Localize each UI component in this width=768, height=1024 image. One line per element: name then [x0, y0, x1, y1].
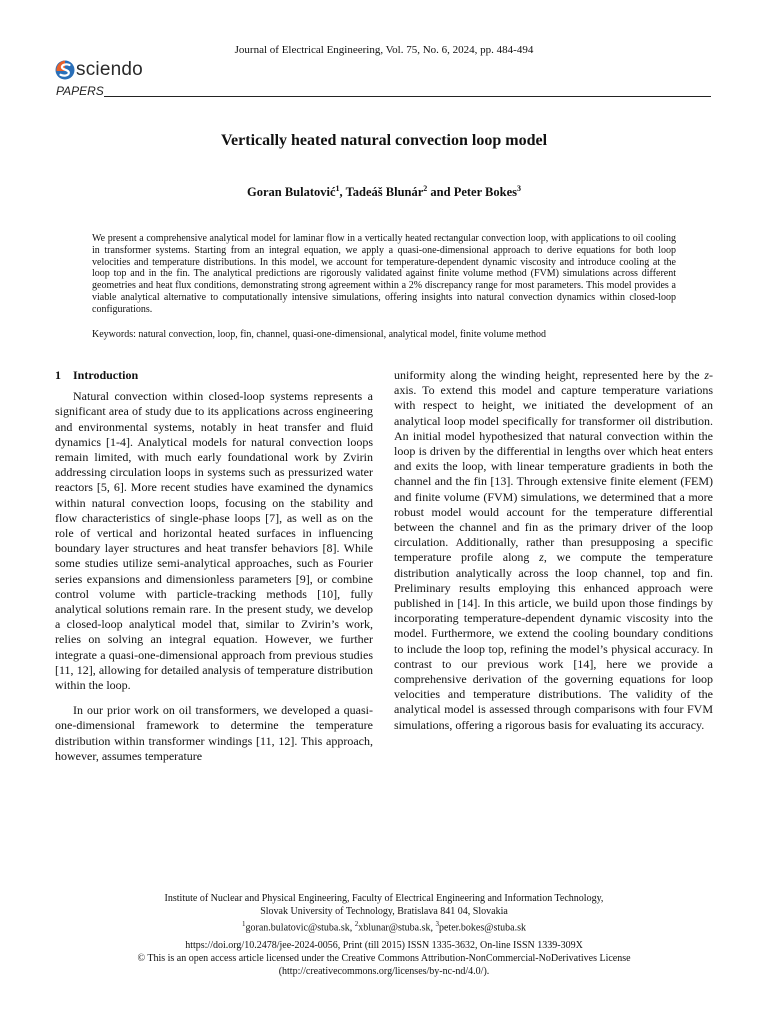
abstract: We present a comprehensive analytical model for laminar flow in a vertically heated rectangular convection loop, with applications to oil cooling in transformer systems. Starting from an integral equation, we apply a quasi-one-dimensional approach to derive equations for both loop velocities and temperature distributions. In this model, we account for temperature-dependent dynamic viscosity and introduce cooling at the loop top and in the fin. The analytical predictions are rigorously validated against finite volume method (FVM) simulations across different geometries and heat flux conditions, demonstrating strong agreement within a 2% discrepancy range for most parameters. This model provides a viable analytical alternative to computationally intensive simulations, offering insights into natural convection dynamics within closed-loop configurations.: [92, 233, 676, 315]
body-column-right: [394, 368, 713, 733]
email-line: $^1$goran.bulatovic@stuba.sk, $^2$xblunar@stuba.sk, $^3$peter.bokes@stuba.sk: [242, 920, 526, 934]
body-column-left: [55, 368, 373, 764]
journal-citation: Journal of Electrical Engineering, Vol. 75, No. 6, 2024, pp. 484-494: [234, 44, 534, 56]
sciendo-logo: [55, 58, 185, 84]
affiliation-line: Slovak University of Technology, Bratislava 841 04, Slovakia: [260, 906, 508, 917]
paragraph-text: uniformity along the winding height, represented here by the: [394, 368, 705, 382]
section-label-papers: PAPERS: [56, 84, 104, 98]
email-mark: 1: [242, 920, 246, 928]
author-name: Peter Bokes: [453, 185, 517, 200]
paragraph: In our prior work on oil transformers, we developed a quasi-one-dimensional framework to determine the temperature distribution within transformer windings [11, 12]. This approach, however, assumes temperature: [55, 703, 373, 763]
author-separator: ,: [339, 185, 346, 200]
paragraph-text: -axis. To extend this model and capture temperature variations with respect to height, we initiated the development of an analytical loop model specifically for transformer oil distribution. An initial model hypothesized that natural convection within the loop is driven by the differential in lengths over which heat enters and exits the loop, with linear temperature gradients in both the channel and the fin [13]. Through extensive finite element (FEM) and finite volume (FVM) simulations, we determined that a more robust model would account for the temperature differential between the channel and fin as the primary driver of the loop circulation. Additionally, rather than presupposing a specific temperature profile along: [394, 368, 713, 565]
section-heading: [55, 368, 373, 383]
section-number: 1: [55, 368, 61, 382]
affiliation-line: Institute of Nuclear and Physical Engineering, Faculty of Electrical Engineering and Information Technology,: [164, 893, 604, 904]
paper-title: Vertically heated natural convection loop model: [220, 132, 548, 149]
author-separator: and: [427, 185, 454, 200]
math-variable: z: [539, 550, 544, 565]
sciendo-logo-icon: [55, 59, 75, 81]
doi-line[interactable]: https://doi.org/10.2478/jee-2024-0056, Print (till 2015) ISSN 1335-3632, On-line ISSN 1339-309X: [185, 940, 583, 951]
author-affiliation-mark: 3: [516, 184, 521, 193]
author-name: Tadeáš Blunár: [345, 185, 424, 200]
email-mark: 3: [435, 920, 439, 928]
sciendo-logo-text: sciendo: [76, 59, 143, 80]
keywords: Keywords: natural convection, loop, fin, channel, quasi-one-dimensional, analytical model, finite volume method: [92, 329, 547, 340]
publication-footer: [0, 939, 768, 978]
paragraph: [394, 368, 713, 733]
license-line: © This is an open access article licensed under the Creative Commons Attribution-NonCommercial-NoDerivatives License: [137, 953, 631, 964]
email-mark: 2: [354, 920, 359, 928]
header-rule: [104, 96, 711, 97]
math-variable: z: [704, 368, 709, 382]
email-address[interactable]: goran.bulatovic@stuba.sk: [245, 922, 350, 934]
section-title: Introduction: [73, 368, 139, 382]
paragraph-text: , we compute the temperature distribution analytically across the loop channel, top and fin. Preliminary results employing this enhanced approach were published in [14]. In this article, we build upon those findings by incorporating temperature-dependent dynamic viscosity into the model. Furthermore, we extend the cooling boundary conditions to include the loop top, refining the model’s physical accuracy. In contrast to our previous work [14], here we provide a comprehensive derivation of the governing equations for loop velocities and temperature distributions. The validity of the analytical model is assessed through comparisons with four FVM simulations, offering a rigorous basis for evaluating its accuracy.: [394, 550, 713, 732]
license-url-line[interactable]: (http://creativecommons.org/licenses/by-nc-nd/4.0/).: [278, 966, 490, 977]
paragraph: Natural convection within closed-loop systems represents a significant area of study due to its applications across engineering and environmental systems, notably in heat transfer and fluid dynamics [1-4]. Analytical models for natural convection loops remain limited, with much early foundational work by Zvirin addressing circulation loops in systems such as pressurized water reactors [5, 6]. More recent studies have examined the dynamics within natural convection loops, focusing on the stability and flow characteristics of single-phase loops [7], as well as on the role of vertical and horizontal heated surfaces in influencing boundary layer structures and heat transfer behaviors [8]. While some studies utilize semi-analytical approaches, such as Fourier series expansions and dimensionless parameters [9], or combine control volume with particle-tracking methods [10], fully analytical solutions remain rare. In the present study, we develop a closed-loop analytical model that, similar to Zvirin’s work, relies on solving an integral equation. However, we further integrate a quasi-one-dimensional approach from previous studies [11, 12], allowing for detailed analysis of temperature distribution within the loop.: [55, 389, 373, 693]
author-name: Goran Bulatović: [247, 185, 336, 200]
affiliation-block: [0, 892, 768, 934]
email-address[interactable]: xblunar@stuba.sk: [358, 922, 431, 934]
author-list: [0, 184, 768, 200]
email-address[interactable]: peter.bokes@stuba.sk: [438, 922, 526, 934]
author-affiliation-mark: 2: [423, 184, 428, 193]
author-affiliation-mark: 1: [335, 184, 340, 193]
